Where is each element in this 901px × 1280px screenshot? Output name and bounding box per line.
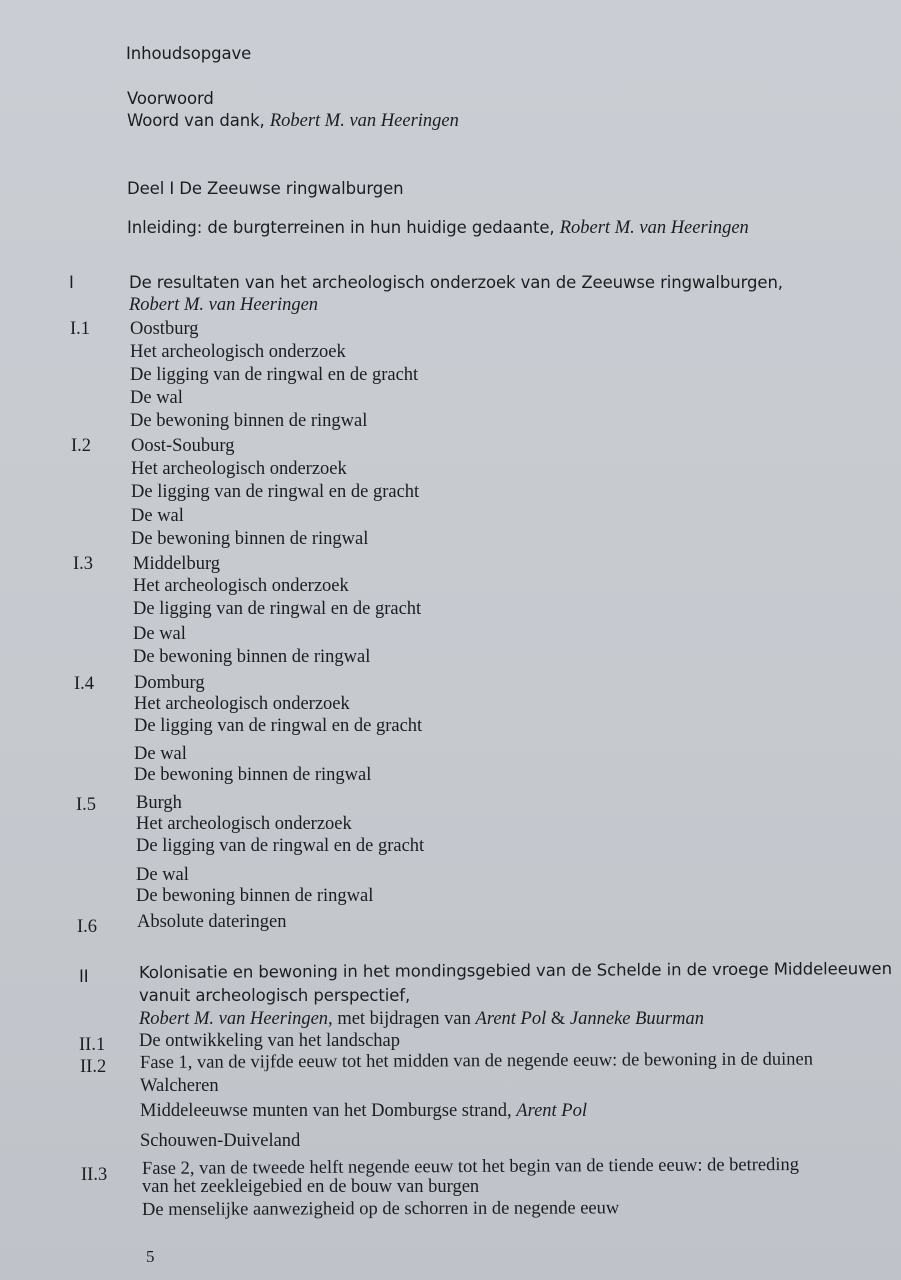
- section-number: II.2: [80, 1057, 107, 1077]
- toc-part-title: Deel I De Zeeuwse ringwalburgen: [127, 179, 404, 198]
- section-number: I.1: [70, 319, 91, 339]
- entry-title: Inleiding: de burgterreinen in hun huidige gedaante,: [127, 218, 560, 237]
- section-title: De ontwikkeling van het landschap: [139, 1031, 400, 1051]
- section-title: Absolute dateringen: [137, 912, 287, 932]
- subsection-item: De wal: [133, 624, 186, 644]
- section-title: Oostburg: [130, 319, 199, 339]
- subsection-item: De bewoning binnen de ringwal: [133, 647, 371, 667]
- subsection-item: Het archeologisch onderzoek: [133, 576, 349, 596]
- subsection-item: De wal: [134, 744, 187, 764]
- section-number: II.1: [79, 1035, 106, 1055]
- chapter-title: De resultaten van het archeologisch onderzoek van de Zeeuwse ringwalburgen,: [129, 273, 783, 292]
- subsection-item: De ligging van de ringwal en de gracht: [130, 365, 419, 385]
- entry-title: Middeleeuwse munten van het Domburgse strand,: [140, 1101, 517, 1121]
- author-ampersand: &: [546, 1009, 570, 1029]
- subsection-item: De ligging van de ringwal en de gracht: [134, 716, 423, 736]
- subsection-item: Schouwen-Duiveland: [140, 1131, 301, 1151]
- chapter-author: Robert M. van Heeringen: [129, 295, 319, 315]
- section-number: I.3: [73, 554, 94, 574]
- section-number: I.5: [76, 795, 97, 815]
- chapter-title: Kolonisatie en bewoning in het mondingsgebied van de Schelde in de vroege Middeleeuwen: [138, 959, 892, 982]
- section-title: Fase 2, van de tweede helft negende eeuw tot het begin van de tiende eeuw: de betreding: [141, 1154, 800, 1179]
- entry-author: Robert M. van Heeringen: [269, 111, 459, 131]
- section-number: II.3: [81, 1165, 108, 1185]
- chapter-number: I: [69, 273, 74, 292]
- page-number: 5: [146, 1247, 155, 1266]
- section-number: I.2: [71, 436, 92, 456]
- toc-entry-inleiding: [127, 217, 749, 239]
- section-title: Oost-Souburg: [131, 436, 235, 456]
- subsection-item: De ligging van de ringwal en de gracht: [131, 482, 420, 502]
- subsection-item: Het archeologisch onderzoek: [136, 814, 352, 834]
- entry-title: Woord van dank,: [127, 111, 270, 130]
- subsection-item: Walcheren: [140, 1076, 219, 1096]
- subsection-item: De bewoning binnen de ringwal: [134, 765, 372, 785]
- entry-author: Arent Pol: [516, 1101, 587, 1121]
- subsection-item: De wal: [131, 506, 184, 526]
- subsection-item: De ligging van de ringwal en de gracht: [133, 599, 422, 619]
- chapter-number: II: [79, 967, 89, 986]
- section-title: Middelburg: [133, 554, 221, 574]
- section-title: Domburg: [134, 673, 205, 693]
- section-title: Fase 1, van de vijfde eeuw tot het midden van de negende eeuw: de bewoning in de duinen: [139, 1049, 814, 1073]
- subsection-item: De wal: [130, 388, 183, 408]
- subsection-item: De bewoning binnen de ringwal: [130, 411, 368, 431]
- author-connector: met bijdragen van: [332, 1009, 476, 1029]
- author-name: Robert M. van Heeringen,: [139, 1009, 333, 1029]
- subsection-item: Het archeologisch onderzoek: [131, 459, 347, 479]
- chapter-title-continued: vanuit archeologisch perspectief,: [139, 986, 411, 1005]
- toc-heading: Inhoudsopgave: [126, 44, 252, 63]
- subsection-item: De wal: [136, 865, 189, 885]
- subsection-item: Het archeologisch onderzoek: [130, 342, 346, 362]
- subsection-item: [140, 1100, 587, 1122]
- section-title-continued: van het zeekleigebied en de bouw van burgen: [142, 1177, 480, 1197]
- entry-author: Robert M. van Heeringen: [559, 218, 749, 238]
- subsection-item: De bewoning binnen de ringwal: [131, 529, 369, 549]
- subsection-item: De bewoning binnen de ringwal: [136, 886, 374, 906]
- toc-entry-voorwoord: Voorwoord: [127, 89, 214, 108]
- subsection-item: Het archeologisch onderzoek: [134, 694, 350, 714]
- author-name: Arent Pol: [475, 1009, 547, 1029]
- author-name: Janneke Buurman: [569, 1009, 704, 1029]
- chapter-author: [139, 1008, 704, 1030]
- subsection-item: De ligging van de ringwal en de gracht: [136, 836, 425, 856]
- section-number: I.4: [74, 674, 95, 694]
- section-title: Burgh: [136, 793, 182, 813]
- toc-entry-woord-van-dank: [127, 110, 459, 132]
- section-number: I.6: [77, 917, 98, 937]
- subsection-item: De menselijke aanwezigheid op de schorren in de negende eeuw: [141, 1198, 620, 1220]
